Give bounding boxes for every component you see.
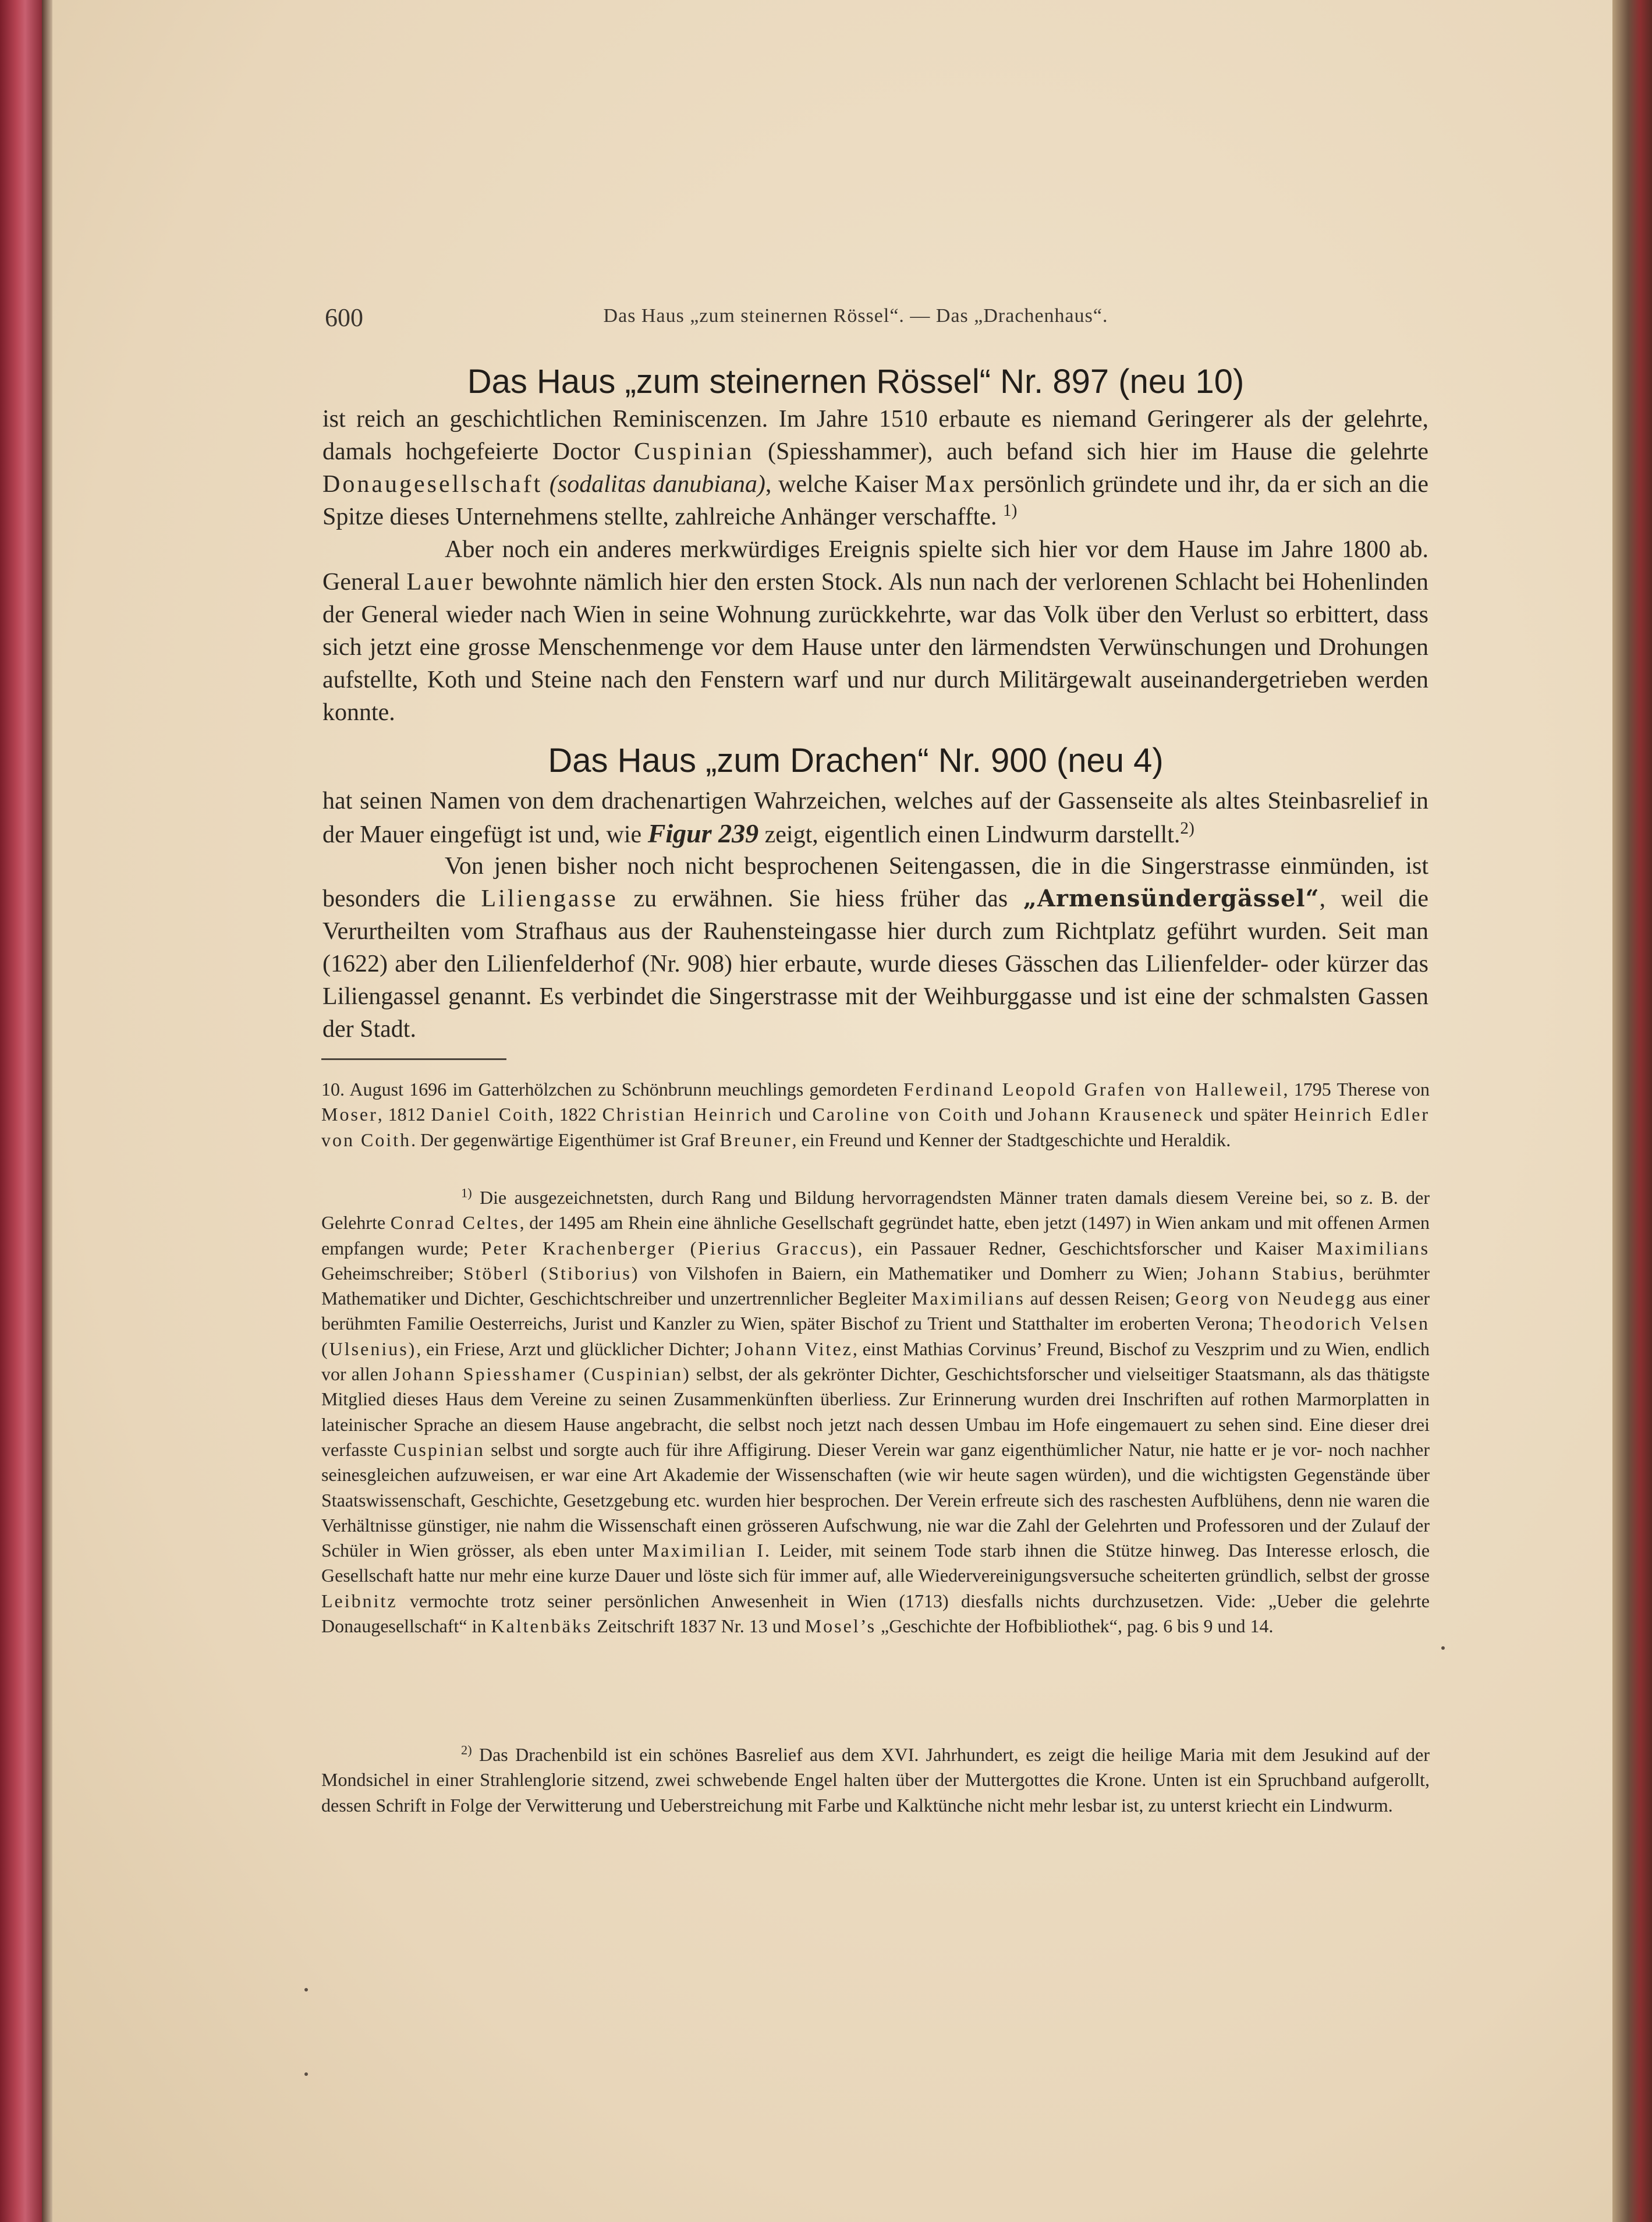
text-run: , weil die Verurtheilten vom Strafhaus aus der Rauhensteingasse hier durch zum Richtplatz geführt wurden. Seit man (1622) aber den Lilienfelderhof (Nr. 908) hier erbaute, wurde dieses Gässchen das Lilienfelder- oder kürzer das Liliengassel genannt. Es verbindet die Singerstrasse mit der Weihburggasse und ist eine der schmalsten Gassen der Stadt. <box>322 885 1428 1043</box>
text-run: Zeitschrift 1837 Nr. 13 und <box>592 1615 805 1637</box>
footnote-1 <box>321 1185 1430 1639</box>
text-run: , berühmter Mathematiker und Dichter, Geschichtschreiber und unzertrennlicher Begleiter <box>321 1262 1430 1309</box>
text-run: selbst und sorgte auch für ihre Affigirung. Dieser Verein war ganz eigenthümlicher Natur, nie hatte er je vor- noch nachher seinesgleichen aufzuweisen, er war eine Art Akademie der Wissenschaften (wie wir heute sagen würden), und die wichtigsten Gegenstände über Staatswissenschaft, Geschichte, Gesetzgebung etc. wurden hier besprochen. Der Verein erfreute sich des raschesten Aufblühens, denn nie waren die Verhältnisse günstiger, nie nahm die Wissenschaft einen grösseren Aufschwung, nie war die Zahl der Gelehrten und Professoren und der Zulauf der Schüler in Wien grösser, als eben unter <box>321 1438 1430 1561</box>
person-name: Johann Spiesshamer (Cuspinian) <box>393 1363 691 1385</box>
footnote-continued <box>321 1077 1430 1153</box>
person-name: Maximilians <box>1316 1237 1430 1259</box>
text-run: auf dessen Reisen; <box>1024 1288 1176 1309</box>
text-run: „Geschichte der Hofbibliothek“, pag. 6 bis 9 und 14. <box>876 1615 1274 1637</box>
text-run: aus einer berühmten Familie Oesterreichs, Jurist und Kanzler zu Wien, später Bischof zu Trient und Statthalter im eroberten Verona; <box>321 1288 1430 1334</box>
binding-shadow <box>42 0 52 2222</box>
person-name: Daniel Coith <box>431 1104 549 1125</box>
text-run: bewohnte nämlich hier den ersten Stock. Als nun nach der verlorenen Schlacht bei Hohenlinden der General wieder nach Wien in seine Wohnung zurückkehrte, war das Volk über den Verlust so erbittert, dass sich jetzt eine grosse Menschenmenge vor dem Hause unter den lärmendsten Verwünschungen und Drohungen aufstellte, Koth und Steine nach den Fenstern warf und nur durch Militärgewalt auseinandergetrieben werden konnte. <box>322 569 1428 726</box>
paragraph-drachen-2 <box>322 850 1428 1046</box>
text-run: persönlich gründete und ihr, da er sich an die Spitze dieses Unternehmens stellte, zahlreiche Anhänger verschaffte. <box>322 471 1428 530</box>
text-run: 10. August 1696 im Gatterhölzchen zu Schönbrunn meuchlings gemordeten <box>321 1079 903 1100</box>
footnote-divider <box>321 1058 506 1060</box>
footnote-ref: 2) <box>1180 819 1194 838</box>
text-run: selbst, der als gekrönter Dichter, Geschichtsforscher und vielseitiger Staatsmann, als das thätigste Mitglied dieses Haus dem Vereine zu seinen Zusammenkünften überliess. Zur Erinnerung wurden drei Inschriften auf rothen Marmorplatten in lateinischer Sprache an diesem Hause angebracht, die selbst noch jetzt nach dessen Umbau im Hofe eingemauert zu sehen sind. Eine dieser drei verfasste <box>321 1363 1430 1460</box>
figure-reference: Figur 239 <box>647 818 759 848</box>
society-name: Donaugesellschaft <box>322 471 543 498</box>
person-name: Ferdinand Leopold Grafen von Halleweil <box>903 1079 1284 1100</box>
person-name: Mosel’s <box>804 1615 877 1637</box>
text-run: , welche Kaiser <box>765 471 925 498</box>
fraktur-term: „Armensündergässel“ <box>1023 885 1320 912</box>
text-run: und später <box>1204 1104 1294 1125</box>
text-run: zeigt, eigentlich einen Lindwurm darstellt. <box>758 821 1180 848</box>
person-name: Cuspinian <box>393 1438 485 1460</box>
text-run: , der 1495 am Rhein eine ähnliche Gesellschaft gegründet hatte, eben jetzt (1497) in Wien ankam und mit offenen Armen empfangen wurde; <box>321 1212 1430 1259</box>
text-run: vermochte trotz seiner persönlichen Anwesenheit in Wien (1713) diesfalls nichts durchzusetzen. Vide: „Ueber die gelehrte Donaugesellschaft“ in <box>321 1590 1430 1637</box>
book-edge-right <box>1612 0 1652 2222</box>
person-name: Johann Krauseneck <box>1028 1104 1204 1125</box>
text-run: , einst Mathias Corvinus’ Freund, Bischof zu Veszprim und zu Wien, endlich vor allen <box>321 1338 1430 1385</box>
text-run: Leider, mit seinem Tode starb ihnen die Stütze hinweg. Das Interesse erlosch, die Gesellschaft hatte nur mehr eine kurze Dauer und löste sich für immer auf, alle Wiedervereinigungsversuche scheiterten gründlich, selbst der grosse <box>321 1540 1430 1586</box>
text-run: ist reich an geschichtlichen Reminiscenzen. Im Jahre 1510 erbaute es niemand Geringerer als der gelehrte, damals hochgefeierte Doctor <box>322 406 1428 465</box>
text-run: und <box>772 1104 813 1125</box>
person-name: Breuner <box>719 1129 792 1150</box>
person-name: Stöberl (Stiborius) <box>463 1262 640 1284</box>
text-run: zu erwähnen. Sie hiess früher das <box>618 885 1023 912</box>
text-run: , ein Passauer Redner, Geschichtsforscher und Kaiser <box>857 1237 1317 1259</box>
text-run: Geheimschreiber; <box>321 1262 463 1284</box>
text-run: Von jenen bisher noch nicht besprochenen Seitengassen, die in die Singerstrasse einmünden, ist besonders die <box>322 853 1428 912</box>
text-run: von Vilshofen in Baiern, ein Mathematiker und Domherr zu Wien; <box>639 1262 1197 1284</box>
running-head <box>271 303 1440 338</box>
person-name: Maximilians <box>911 1288 1025 1309</box>
person-name: Moser <box>321 1104 378 1125</box>
section-heading-drachen: Das Haus „zum Drachen“ Nr. 900 (neu 4) <box>548 742 1164 779</box>
text-run: (Spiesshammer), auch befand sich hier im Hause die gelehrte <box>754 438 1428 465</box>
text-run: , 1822 <box>548 1104 602 1125</box>
paragraph-roessel-2 <box>322 533 1428 729</box>
person-name: Kaltenbäks <box>491 1615 593 1637</box>
text-run: hat seinen Namen von dem drachenartigen Wahrzeichen, welches auf der Gassenseite als altes Steinbasrelief in der Mauer eingefügt ist und, wie <box>322 788 1428 848</box>
paragraph-roessel-1 <box>322 403 1428 533</box>
running-title: Das Haus „zum steinernen Rössel“. — Das „Drachenhaus“. <box>603 305 1108 327</box>
person-name: Maximilian I. <box>642 1540 771 1561</box>
text-run: Die ausgezeichnetsten, durch Rang und Bildung hervorragendsten Männer traten damals diesem Vereine bei, so z. B. der Gelehrte <box>321 1187 1430 1234</box>
footnote-marker: 1) <box>461 1185 472 1200</box>
person-name: Cuspinian <box>634 438 754 465</box>
person-name: Georg von Neudegg <box>1175 1288 1357 1309</box>
text-run: , ein Friese, Arzt und glücklicher Dichter; <box>416 1338 735 1359</box>
print-speck <box>1441 1646 1445 1650</box>
print-speck <box>304 1988 308 1991</box>
person-name: Johann Stabius <box>1197 1262 1339 1284</box>
footnote-ref: 1) <box>1002 501 1018 520</box>
text-run: Aber noch ein anderes merkwürdiges Ereignis spielte sich hier vor dem Hause im Jahre 1800 ab. General <box>322 536 1428 596</box>
person-name: Caroline von Coith <box>812 1104 989 1125</box>
footnote-marker: 2) <box>461 1742 472 1757</box>
person-name: Heinrich Edler von Coith <box>321 1104 1430 1150</box>
print-speck <box>304 2072 308 2076</box>
text-run: . Der gegenwärtige Eigenthümer ist Graf <box>411 1129 720 1150</box>
person-name: Johann Vitez <box>735 1338 853 1359</box>
footnote-2 <box>321 1742 1430 1818</box>
section-heading-roessel: Das Haus „zum steinernen Rössel“ Nr. 897 (neu 10) <box>467 363 1245 401</box>
person-name: Leibnitz <box>321 1590 398 1611</box>
text-run: , 1812 <box>377 1104 431 1125</box>
person-name: Max <box>924 471 977 498</box>
person-name: Theodorich Velsen (Ulsenius) <box>321 1313 1430 1359</box>
text-run: und <box>988 1104 1029 1125</box>
person-name: Peter Krachenberger (Pierius Graccus) <box>481 1237 858 1259</box>
text-run: , 1795 Therese von <box>1283 1079 1430 1100</box>
paragraph-drachen-1 <box>322 785 1428 851</box>
person-name: Lauer <box>406 569 476 596</box>
text-run: , ein Freund und Kenner der Stadtgeschichte und Heraldik. <box>792 1129 1231 1150</box>
street-name: Liliengasse <box>481 885 618 912</box>
person-name: Christian Heinrich <box>602 1104 773 1125</box>
book-binding-left <box>0 0 42 2222</box>
person-name: Conrad Celtes <box>390 1212 520 1234</box>
page-number: 600 <box>325 303 363 332</box>
latin-term: (sodalitas danubiana) <box>543 471 765 498</box>
text-run: Das Drachenbild ist ein schönes Basrelief aus dem XVI. Jahrhundert, es zeigt die heilige Maria mit dem Jesukind auf der Mondsichel in einer Strahlenglorie sitzend, zwei schwebende Engel halten über der Muttergottes die Krone. Unten ist ein Spruchband aufgerollt, dessen Schrift in Folge der Verwitterung und Ueberstreichung mit Farbe und Kalktünche nicht mehr lesbar ist, zu unterst kriecht ein Lindwurm. <box>321 1744 1430 1816</box>
